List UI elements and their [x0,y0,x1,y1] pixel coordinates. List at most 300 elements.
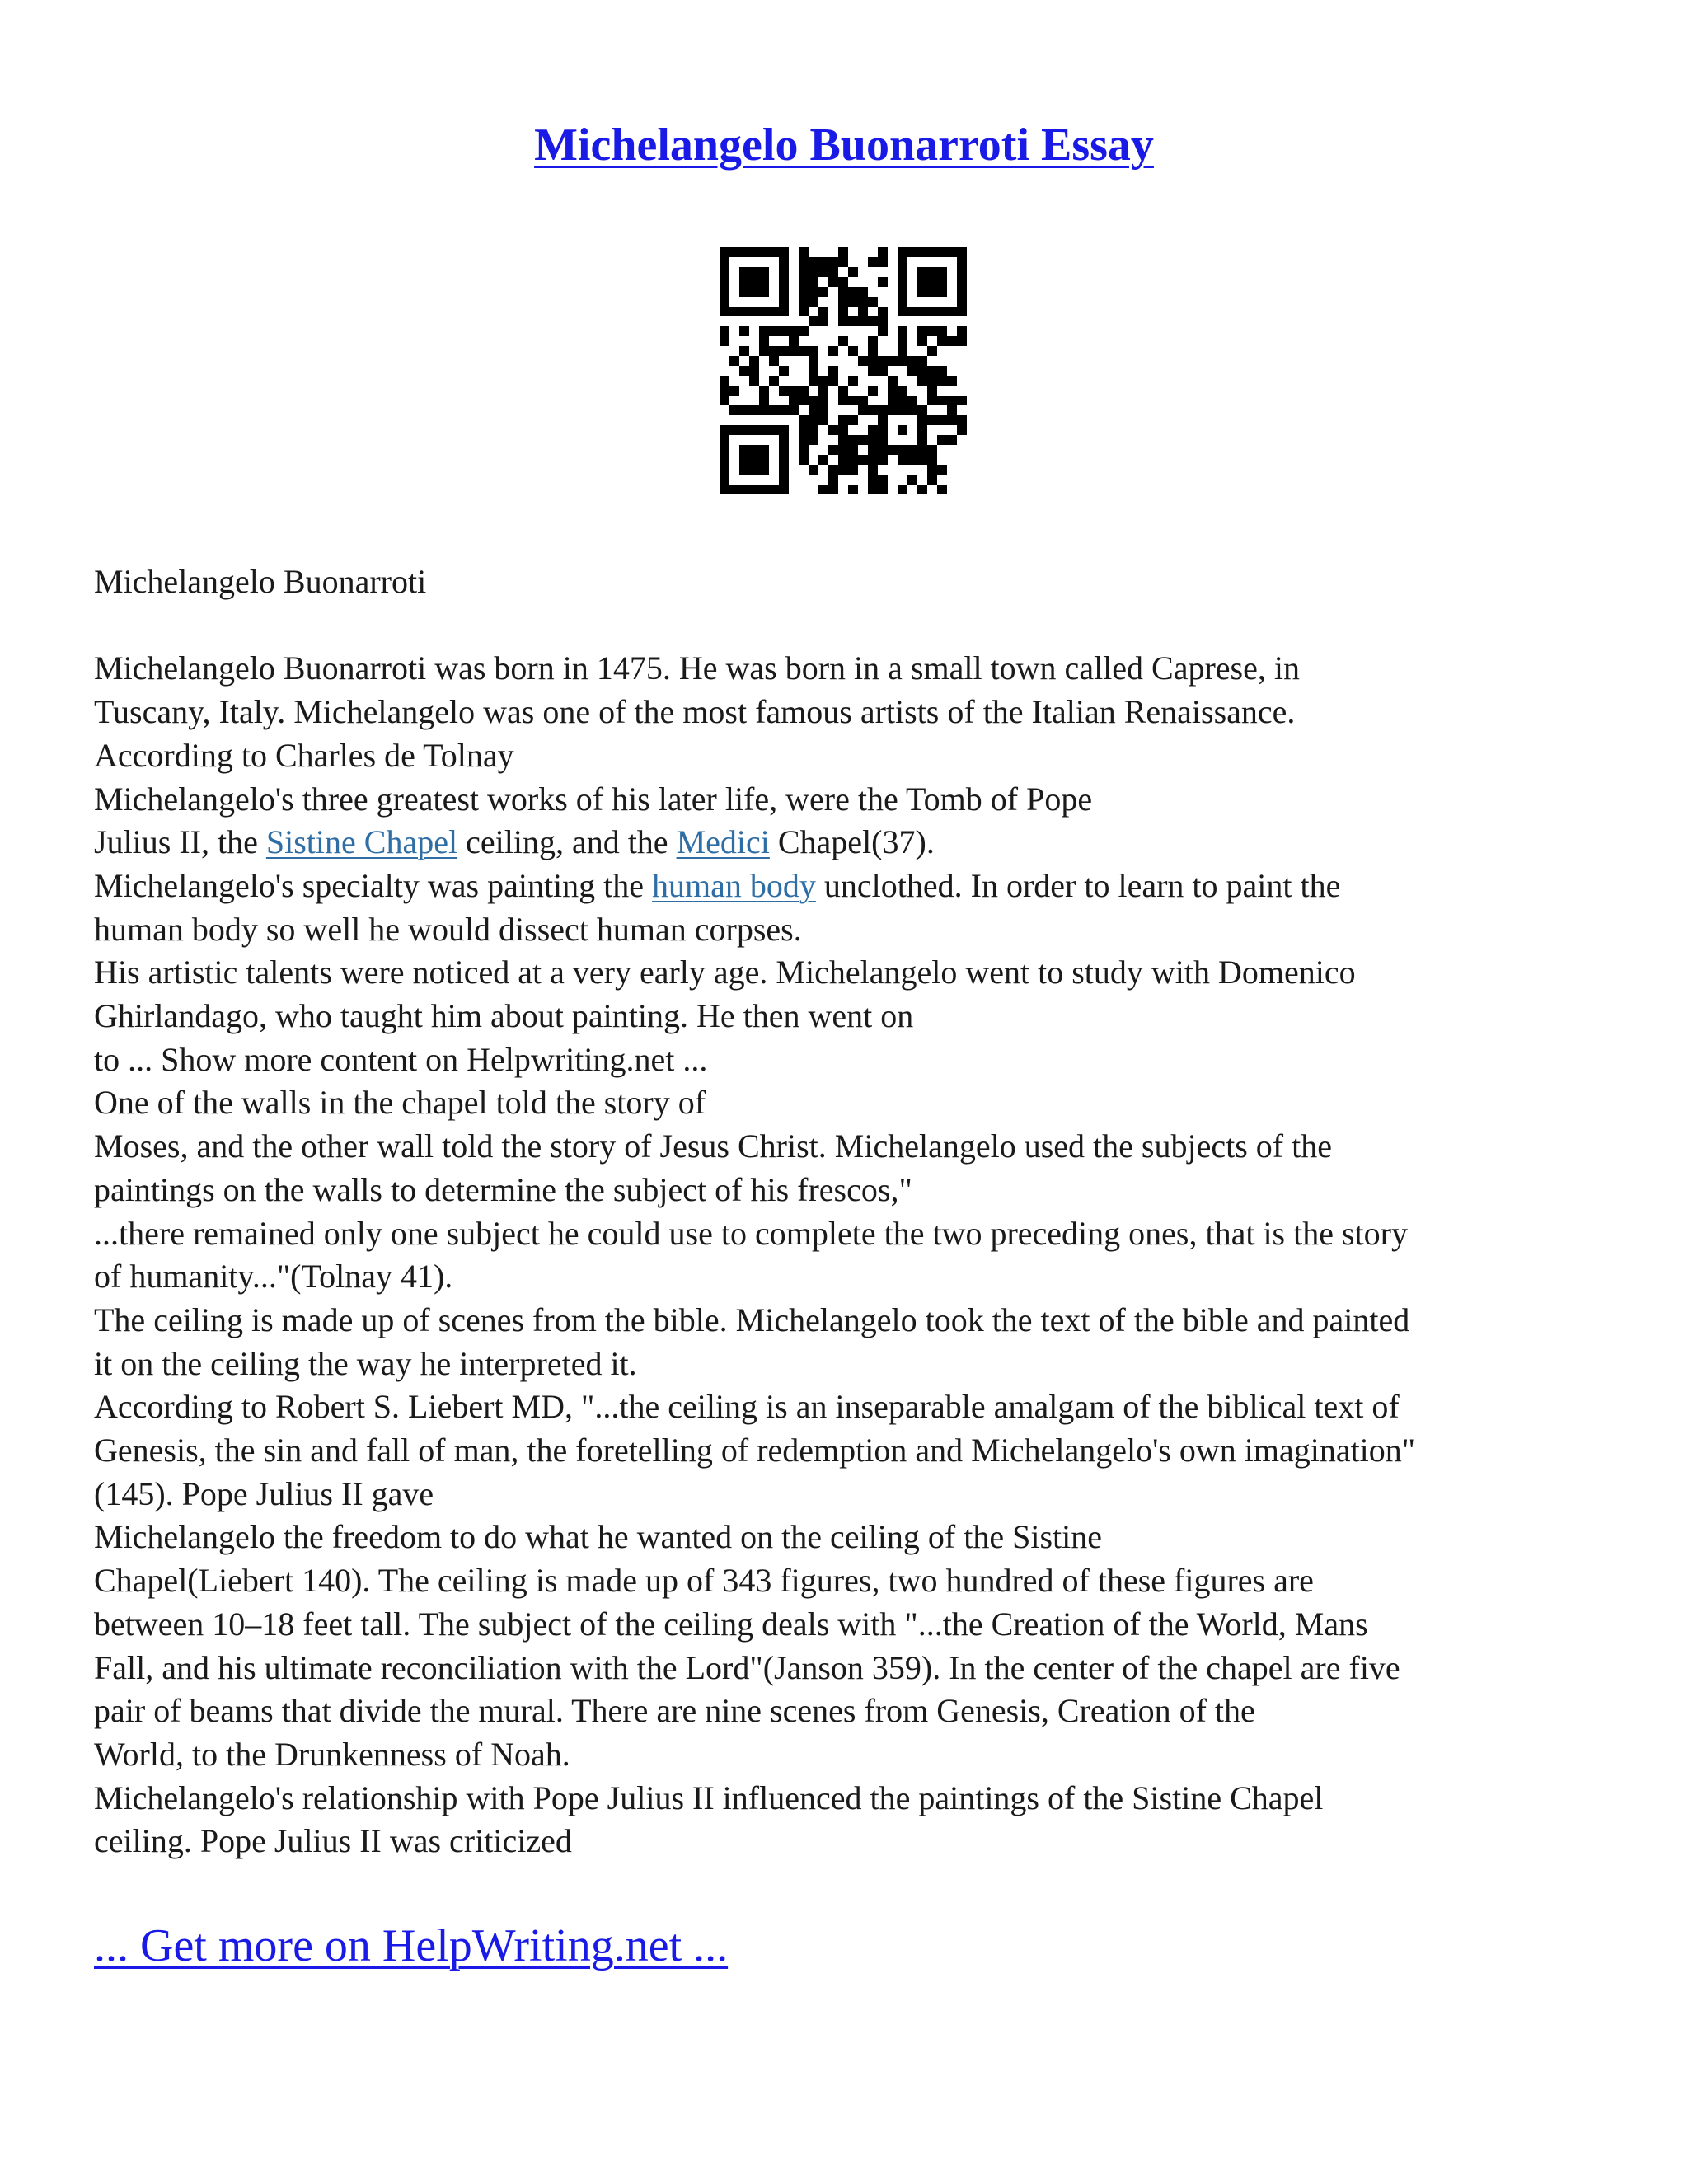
get-more-footer [94,1916,728,1975]
qr-module [907,475,917,485]
qr-module [838,465,848,475]
qr-module [799,435,809,445]
qr-module [769,425,779,435]
qr-module [799,287,809,297]
qr-module [779,425,789,435]
qr-module [779,287,789,297]
text-segment: ceiling, and the [457,823,677,861]
qr-module [907,396,917,405]
qr-module [759,336,769,346]
qr-module [739,455,749,465]
essay-line [94,865,1594,908]
qr-module [907,307,917,316]
qr-module [898,445,907,455]
qr-module [759,425,769,435]
qr-module [878,455,888,465]
qr-module [729,307,739,316]
qr-module [779,366,789,376]
qr-module [818,405,828,415]
essay-line: paintings on the walls to determine the subject of his frescos," [94,1170,912,1208]
qr-module [868,435,878,445]
qr-module [720,287,729,297]
qr-module [917,455,927,465]
qr-module [769,405,779,415]
qr-module [769,307,779,316]
qr-module [898,287,907,297]
qr-module [947,415,957,425]
qr-module [917,376,927,386]
qr-module [729,405,739,415]
qr-module [799,346,809,356]
qr-module [907,445,917,455]
qr-module [927,376,937,386]
qr-module [779,326,789,336]
qr-module [888,445,898,455]
qr-module [818,257,828,267]
qr-module [848,396,858,405]
qr-module [720,465,729,475]
qr-module [838,396,848,405]
essay-line: Michelangelo Buonarroti was born in 1475. He was born in a small town called Caprese, in [94,649,1300,687]
qr-module [789,396,799,405]
qr-module [759,455,769,465]
qr-module [749,465,759,475]
qr-module [858,316,868,326]
qr-module [868,445,878,455]
qr-module [858,287,868,297]
qr-module [917,267,927,277]
qr-module [749,356,759,366]
essay-line: According to Charles de Tolnay [94,736,514,774]
paragraph-gap [94,604,1594,648]
qr-module [789,346,799,356]
qr-module [720,336,729,346]
essay-line: ceiling. Pope Julius II was criticized [94,1822,572,1860]
qr-module [937,326,947,336]
qr-module [818,415,828,425]
qr-module [878,475,888,485]
qr-module [927,346,937,356]
qr-module [917,425,927,435]
qr-module [809,396,818,405]
qr-module [907,247,917,257]
qr-module [917,307,927,316]
qr-module [779,485,789,494]
essay-line: ...there remained only one subject he could use to complete the two preceding ones, that is the story [94,1214,1408,1252]
qr-module [917,415,927,425]
qr-module [947,336,957,346]
qr-module [828,277,838,287]
qr-module [818,316,828,326]
qr-module [838,336,848,346]
qr-module [957,425,967,435]
qr-module [828,267,838,277]
qr-module [799,307,809,316]
qr-module [739,267,749,277]
qr-module [799,455,809,465]
essay-line: human body so well he would dissect human corpses. [94,910,802,948]
qr-module [749,277,759,287]
qr-module [868,316,878,326]
qr-module [838,415,848,425]
qr-module [809,356,818,366]
qr-module [878,445,888,455]
qr-module [868,257,878,267]
qr-module [927,287,937,297]
qr-module [720,247,729,257]
qr-module [898,277,907,287]
qr-module [809,425,818,435]
qr-module [749,267,759,277]
qr-module [720,376,729,386]
qr-module [868,336,878,346]
sistine-chapel-link[interactable]: Sistine Chapel [265,823,458,861]
qr-module [759,307,769,316]
essay-line: Ghirlandago, who taught him about painting. He then went on [94,997,914,1035]
qr-module [878,405,888,415]
qr-module [848,465,858,475]
qr-module [759,326,769,336]
qr-module [739,485,749,494]
qr-module [769,247,779,257]
qr-module [917,326,927,336]
qr-module [898,356,907,366]
qr-module [779,297,789,307]
qr-module [858,356,868,366]
qr-module [848,316,858,326]
qr-module [828,465,838,475]
title-link[interactable]: Michelangelo Buonarroti Essay [534,120,1154,171]
qr-module [927,326,937,336]
qr-module [937,287,947,297]
qr-module [957,326,967,336]
qr-module [868,425,878,435]
qr-module [888,396,898,405]
qr-module [878,277,888,287]
qr-module [799,396,809,405]
qr-module [799,425,809,435]
qr-module [898,346,907,356]
qr-module [937,247,947,257]
qr-module [878,247,888,257]
qr-module [878,366,888,376]
essay-body [94,560,1594,1863]
qr-module [927,475,937,485]
qr-module [809,257,818,267]
qr-module [759,485,769,494]
qr-module [720,445,729,455]
qr-module [799,415,809,425]
qr-module [898,425,907,435]
qr-module [937,366,947,376]
qr-module [898,455,907,465]
qr-module [907,366,917,376]
qr-module [898,396,907,405]
qr-module [848,287,858,297]
qr-module [720,485,729,494]
qr-module [937,415,947,425]
qr-module [947,376,957,386]
qr-module [957,396,967,405]
qr-module [927,277,937,287]
qr-module [720,396,729,405]
qr-module [838,455,848,465]
qr-module [898,386,907,396]
text-segment: Chapel(37). [769,823,935,861]
qr-module [947,435,957,445]
essay-line: (145). Pope Julius II gave [94,1474,434,1512]
qr-module [947,307,957,316]
qr-module [828,257,838,267]
qr-module [779,455,789,465]
qr-module [878,307,888,316]
qr-module [720,475,729,485]
qr-module [828,366,838,376]
qr-module [917,356,927,366]
get-more-link[interactable]: ... Get more on HelpWriting.net ... [94,1920,729,1971]
qr-module [739,247,749,257]
qr-module [868,346,878,356]
essay-line: to ... Show more content on Helpwriting.net ... [94,1040,708,1078]
qr-module [858,435,868,445]
qr-module [759,386,769,396]
qr-module [779,435,789,445]
qr-module [937,267,947,277]
qr-module [799,267,809,277]
qr-module [759,247,769,257]
qr-module [957,307,967,316]
essay-line: Chapel(Liebert 140). The ceiling is made up of 343 figures, two hundred of these figures are [94,1562,1314,1600]
essay-line: Moses, and the other wall told the story of Jesus Christ. Michelangelo used the subjects of the [94,1127,1332,1165]
qr-module [828,475,838,485]
qr-module [809,287,818,297]
qr-module [937,485,947,494]
qr-module [838,247,848,257]
qr-module [838,307,848,316]
text-segment: Michelangelo's specialty was painting the [94,866,653,904]
qr-module [868,465,878,475]
qr-module [838,445,848,455]
qr-module [729,425,739,435]
essay-line: between 10–18 feet tall. The subject of the ceiling deals with "...the Creation of the World, Mans [94,1605,1368,1643]
qr-module [868,485,878,494]
qr-module [759,277,769,287]
qr-module [749,376,759,386]
qr-module [917,435,927,445]
qr-module [868,455,878,465]
qr-module [927,267,937,277]
qr-module [898,336,907,346]
qr-module [809,297,818,307]
qr-module [858,405,868,415]
essay-line [94,821,1594,865]
qr-module [779,346,789,356]
qr-module [937,465,947,475]
qr-module [789,336,799,346]
qr-module [739,425,749,435]
qr-module [947,396,957,405]
qr-module [957,257,967,267]
qr-module [799,297,809,307]
qr-module [927,366,937,376]
qr-module [729,247,739,257]
qr-module [848,297,858,307]
essay-line: Michelangelo's three greatest works of his later life, were the Tomb of Pope [94,780,1093,818]
qr-module [799,257,809,267]
qr-module [749,307,759,316]
qr-module [907,455,917,465]
qr-module [739,287,749,297]
qr-module [729,386,739,396]
qr-module [729,485,739,494]
qr-module [957,297,967,307]
qr-module [888,386,898,396]
essay-line: Michelangelo the freedom to do what he wanted on the ceiling of the Sistine [94,1518,1102,1556]
qr-module [809,405,818,415]
qr-module [868,475,878,485]
qr-module [917,366,927,376]
qr-module [917,277,927,287]
qr-module [720,297,729,307]
qr-module [769,346,779,356]
qr-module [749,366,759,376]
qr-module [720,267,729,277]
qr-module [729,356,739,366]
qr-module [898,485,907,494]
qr-module [878,257,888,267]
qr-module [828,485,838,494]
qr-module [838,386,848,396]
qr-module [838,316,848,326]
medici-link[interactable]: Medici [676,823,770,861]
qr-module [779,386,789,396]
qr-module [818,386,828,396]
qr-module [749,455,759,465]
qr-module [720,386,729,396]
essay-line: Genesis, the sin and fall of man, the foretelling of redemption and Michelangelo's own imagination" [94,1432,1416,1469]
qr-module [848,415,858,425]
qr-module [898,307,907,316]
qr-module [838,435,848,445]
qr-module [927,396,937,405]
qr-module [739,405,749,415]
qr-module [957,287,967,297]
qr-module [818,455,828,465]
qr-module [898,257,907,267]
essay-line: His artistic talents were noticed at a very early age. Michelangelo went to study with Domenico [94,954,1356,991]
essay-line: pair of beams that divide the mural. There are nine scenes from Genesis, Creation of the [94,1692,1255,1730]
human-body-link[interactable]: human body [652,866,816,904]
qr-module [917,485,927,494]
essay-line: Michelangelo's relationship with Pope Julius II influenced the paintings of the Sistine Chapel [94,1779,1324,1816]
qr-module [917,336,927,346]
qr-module [937,277,947,287]
qr-module [957,247,967,257]
essay-heading: Michelangelo Buonarroti [94,563,427,600]
qr-module [779,307,789,316]
qr-module [868,366,878,376]
qr-module [749,405,759,415]
qr-module [888,376,898,386]
qr-module [749,247,759,257]
qr-module [779,257,789,267]
qr-module [759,445,769,455]
qr-module [858,297,868,307]
qr-module [848,445,858,455]
qr-module [818,376,828,386]
qr-module [759,287,769,297]
qr-module [927,465,937,475]
qr-module [927,386,937,396]
qr-module [888,405,898,415]
qr-module [868,405,878,415]
qr-module [759,405,769,415]
qr-module [927,247,937,257]
qr-module [828,346,838,356]
qr-module [818,485,828,494]
qr-module [917,405,927,415]
qr-module [957,267,967,277]
qr-module [957,415,967,425]
qr-module [720,435,729,445]
essay-line: According to Robert S. Liebert MD, "...the ceiling is an inseparable amalgam of the biblical text of [94,1388,1400,1426]
qr-module [818,267,828,277]
qr-module [779,267,789,277]
essay-line: One of the walls in the chapel told the story of [94,1084,706,1122]
qr-module [957,277,967,287]
qr-module [789,386,799,396]
qr-module [947,405,957,415]
qr-module [927,307,937,316]
qr-module [868,297,878,307]
qr-module [878,326,888,336]
qr-module [779,465,789,475]
qr-module [779,277,789,287]
qr-module [809,465,818,475]
text-segment: Julius II, the [94,823,266,861]
qr-module [749,287,759,297]
qr-module [769,485,779,494]
qr-module [809,277,818,287]
qr-module [749,425,759,435]
qr-module [838,277,848,287]
qr-module [937,396,947,405]
qr-module [898,326,907,336]
qr-module [947,247,957,257]
qr-module [759,267,769,277]
qr-module [878,435,888,445]
qr-module [759,346,769,356]
qr-module [809,267,818,277]
qr-module [868,356,878,366]
qr-module [749,485,759,494]
qr-module [917,247,927,257]
qr-module [937,336,947,346]
qr-module [739,346,749,356]
qr-module [858,396,868,405]
qr-module [739,445,749,455]
qr-module [739,465,749,475]
essay-line: The ceiling is made up of scenes from the bible. Michelangelo took the text of the bible and painted [94,1301,1410,1338]
qr-module [799,386,809,396]
qr-module [868,386,878,396]
qr-module [739,326,749,336]
qr-module [878,425,888,435]
qr-module [720,326,729,336]
qr-module [878,415,888,425]
essay-line: it on the ceiling the way he interpreted it. [94,1344,637,1382]
qr-module [898,297,907,307]
